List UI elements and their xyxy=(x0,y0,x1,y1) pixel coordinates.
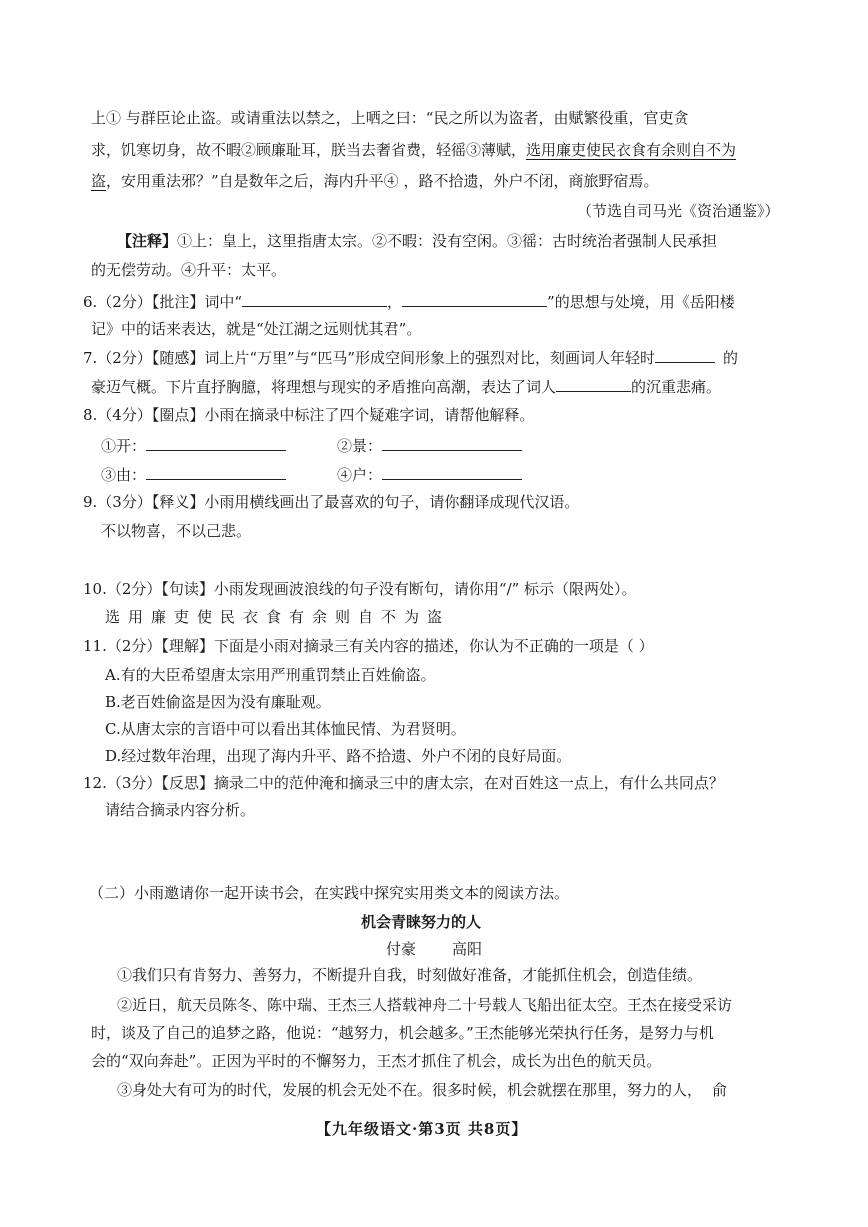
q9-sentence: 不以物喜，不以己悲。 xyxy=(101,522,252,540)
article-paragraph-3-line-1: ③身处大有可为的时代，发展的机会无处不在。很多时候，机会就摆在那里，努力的人， 俞 xyxy=(117,1081,728,1099)
article-paragraph-2-line-2: 时，谈及了自己的追梦之路，他说：“越努力，机会越多。”王杰能够光荣执行任务，是努力与机 xyxy=(91,1024,714,1042)
underlined-sentence-end: 盗 xyxy=(91,172,107,190)
passage-line-2: 求，饥寒切身，故不暇②顾廉耻耳，朕当去奢省费，轻徭③薄赋，选用廉吏使民衣食有余则自不为 xyxy=(91,141,737,159)
passage-line-1: 上① 与群臣论止盗。或请重法以禁之，上哂之曰：“民之所以为盗者，由赋繁役重，官吏贪 xyxy=(91,109,689,127)
q8-item-3: ③由： xyxy=(101,463,286,486)
answer-blank[interactable] xyxy=(146,463,286,480)
answer-blank[interactable] xyxy=(402,290,547,307)
section-2-intro: （二）小雨邀请你一起开读书会，在实践中探究实用类文本的阅读方法。 xyxy=(89,884,570,902)
annotation-line-1: 【注释】①上：皇上，这里指唐太宗。②不暇：没有空闲。③徭：古时统治者强制人民承担 xyxy=(117,232,718,250)
question-12: 12.（3分）【反思】摘录二中的范仲淹和摘录三中的唐太宗，在对百姓这一点上，有什么共同点？ xyxy=(83,774,724,792)
question-8: 8.（4分）【圈点】小雨在摘录中标注了四个疑难字词，请帮他解释。 xyxy=(83,406,535,424)
answer-blank[interactable] xyxy=(556,375,631,392)
article-paragraph-1: ①我们只有肯努力、善努力，不断提升自我，时刻做好准备，才能抓住机会，创造佳绩。 xyxy=(117,966,703,984)
article-title: 机会青睐努力的人 xyxy=(361,913,482,931)
question-6-line-2: 记》中的话来表达，就是“处江湖之远则忧其君”。 xyxy=(91,320,422,338)
q11-option-a: A.有的大臣希望唐太宗用严刑重罚禁止百姓偷盗。 xyxy=(105,666,436,684)
page-footer: 【九年级语文·第3页 共8页】 xyxy=(316,1120,528,1138)
q10-sentence: 选用廉吏使民衣食有余则自不为盗 xyxy=(105,608,451,626)
answer-blank[interactable] xyxy=(146,434,286,451)
passage-line-3: 盗，安用重法邪？”自是数年之后，海内升平④ ，路不拾遗，外户不闭，商旅野宿焉。 xyxy=(91,172,659,190)
question-7: 7.（2分）【随感】词上片“万里”与“匹马”形成空间形象上的强烈对比，刻画词人年轻时 的 xyxy=(83,346,738,369)
q11-option-d: D.经过数年治理，出现了海内升平、路不拾遗、外户不闭的良好局面。 xyxy=(105,747,572,765)
question-10: 10.（2分）【句读】小雨发现画波浪线的句子没有断句，请你用“/” 标示（限两处）。 xyxy=(83,580,637,598)
q8-item-4: ④户： xyxy=(337,463,522,486)
annotation-label: 【注释】 xyxy=(117,232,178,250)
question-12-line-2: 请结合摘录内容分析。 xyxy=(105,801,256,819)
underlined-sentence: 选用廉吏使民衣食有余则自不为 xyxy=(526,141,737,159)
q8-item-1: ①开： xyxy=(101,434,286,457)
question-9: 9.（3分）【释义】小雨用横线画出了最喜欢的句子，请你翻译成现代汉语。 xyxy=(83,493,580,511)
answer-blank[interactable] xyxy=(242,290,387,307)
answer-blank[interactable] xyxy=(382,434,522,451)
q11-option-b: B.老百姓偷盗是因为没有廉耻观。 xyxy=(105,693,331,711)
answer-blank[interactable] xyxy=(382,463,522,480)
q8-item-2: ②景： xyxy=(337,434,522,457)
question-7-line-2: 豪迈气概。下片直抒胸臆，将理想与现实的矛盾推向高潮，表达了词人 的沉重悲痛。 xyxy=(91,375,721,398)
question-6: 6.（2分）【批注】词中“ ， ”的思想与处境，用《岳阳楼 xyxy=(83,290,735,313)
answer-blank[interactable] xyxy=(655,346,715,363)
article-author-2: 高阳 xyxy=(452,940,483,958)
q11-option-c: C.从唐太宗的言语中可以看出其体恤民情、为君贤明。 xyxy=(105,720,466,738)
question-11: 11.（2分）【理解】下面是小雨对摘录三有关内容的描述，你认为不正确的一项是（ ） xyxy=(83,637,654,655)
article-paragraph-2-line-1: ②近日，航天员陈冬、陈中瑞、王杰三人搭载神舟二十号载人飞船出征太空。王杰在接受采访 xyxy=(117,996,733,1014)
passage-source: （节选自司马光《资治通鉴》） xyxy=(577,202,780,220)
annotation-line-2: 的无偿劳动。④升平：太平。 xyxy=(91,261,287,279)
article-paragraph-2-line-3: 会的“双向奔赴”。正因为平时的不懈努力，王杰才抓住了机会，成长为出色的航天员。 xyxy=(91,1052,662,1070)
article-author-1: 付豪 xyxy=(386,940,417,958)
